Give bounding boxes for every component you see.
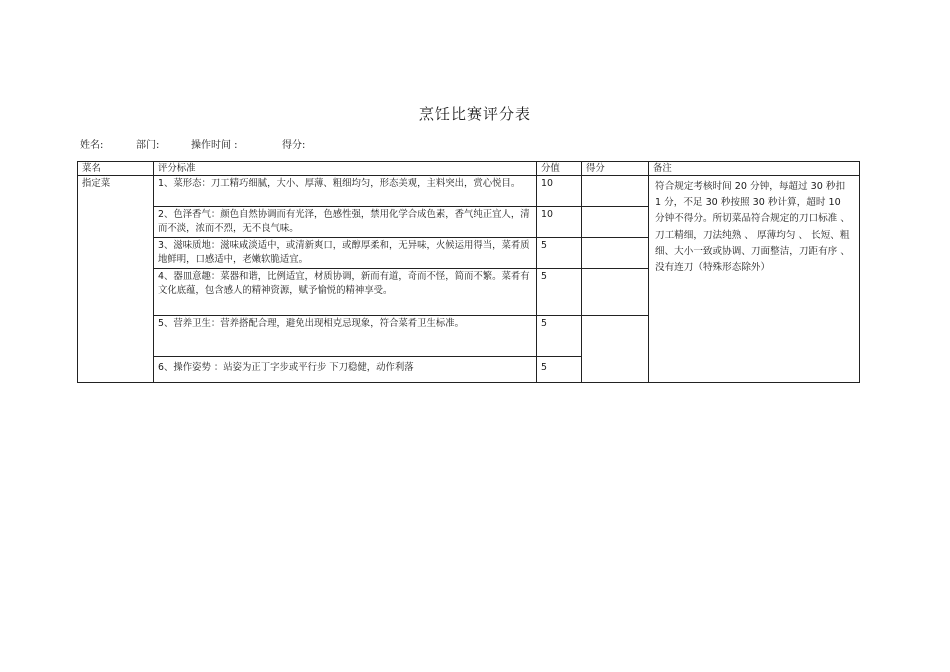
- name-label: 姓名:: [80, 140, 104, 151]
- page-title: 烹饪比赛评分表: [418, 105, 531, 123]
- header-score: 得分: [582, 162, 649, 176]
- header-dish: 菜名: [78, 162, 154, 176]
- criterion-cell: 1、菜形态：刀工精巧细腻，大小、厚薄、粗细均匀，形态美观，主料突出，赏心悦目。: [154, 176, 537, 207]
- points-cell: 5: [537, 316, 582, 357]
- criterion-cell: 4、器皿意趣：菜器和谐，比例适宜，材质协调，新而有道，奇而不怪，简而不繁。菜肴有文化底蕴，包含感人的精神资源，赋予愉悦的精神享受。: [154, 269, 537, 316]
- header-criteria: 评分标准: [154, 162, 537, 176]
- criterion-cell: 3、滋味质地：滋味咸淡适中，或清新爽口，或醇厚柔和，无异味，火候运用得当，菜肴质地鲜明，口感适中，老嫩软脆适宜。: [154, 238, 537, 269]
- score-cell[interactable]: [582, 176, 649, 207]
- score-cell[interactable]: [582, 207, 649, 238]
- header-points: 分值: [537, 162, 582, 176]
- score-label: 得分:: [282, 140, 306, 151]
- remarks-cell: 符合规定考核时间 20 分钟，每超过 30 秒扣 1 分，不足 30 秒按照 30 秒计算，超时 10 分钟不得分。所切菜品符合规定的刀口标准 、刀工精细，刀法纯熟 、 厚薄均匀 、 长短、粗细、大小一致或协调、刀面整洁，刀距有序 、 没有连刀（特殊形态除外）: [649, 176, 860, 383]
- points-cell: 10: [537, 176, 582, 207]
- points-cell: 5: [537, 269, 582, 316]
- criterion-cell: 5、营养卫生：营养搭配合理，避免出现相克忌现象，符合菜肴卫生标准。: [154, 316, 537, 357]
- points-cell: 5: [537, 357, 582, 383]
- operation-time-label: 操作时间 :: [191, 140, 238, 151]
- criterion-cell: 2、色泽香气：颜色自然协调而有光泽，色感性强，禁用化学合成色素，香气纯正宜人，清而不淡，浓而不烈，无不良气味。: [154, 207, 537, 238]
- score-table: [77, 161, 860, 383]
- score-cell[interactable]: [582, 269, 649, 316]
- criterion-cell: 6、操作姿势 ：站姿为正丁字步或平行步 下刀稳健，动作利落: [154, 357, 537, 383]
- table-header-row: [78, 162, 860, 176]
- department-label: 部门:: [136, 140, 160, 151]
- points-cell: 5: [537, 238, 582, 269]
- score-cell[interactable]: [582, 238, 649, 269]
- dish-name-cell: 指定菜: [78, 176, 154, 383]
- header-remarks: 备注: [649, 162, 860, 176]
- points-cell: 10: [537, 207, 582, 238]
- table-row: [78, 176, 860, 207]
- score-cell[interactable]: [582, 316, 649, 383]
